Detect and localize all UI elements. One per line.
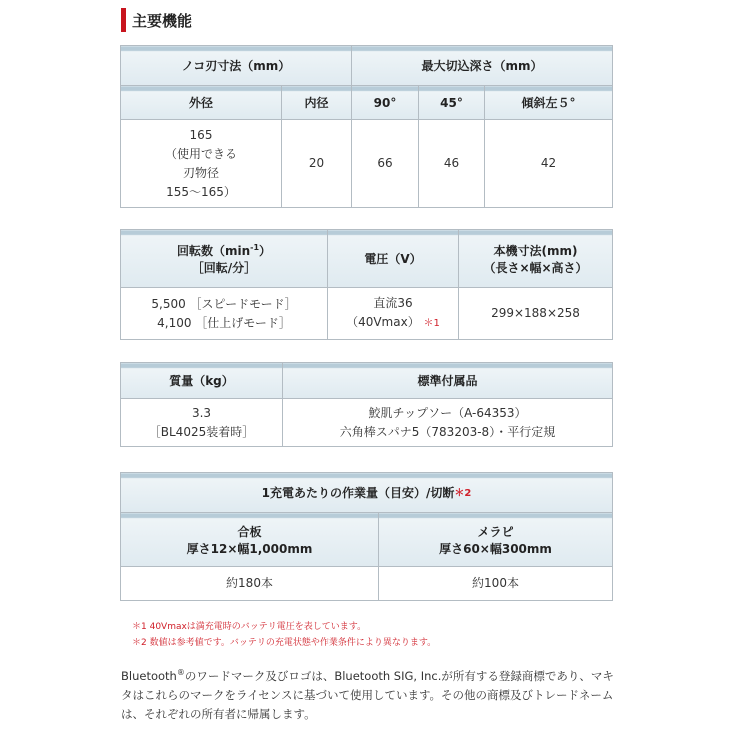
header-weight: 質量（kg） (121, 363, 283, 399)
cell-depth-90: 66 (352, 120, 419, 208)
cell-voltage (328, 288, 459, 340)
blade-depth-table (120, 45, 613, 208)
work-capacity-title: 1充電あたりの作業量（目安）/切断 (261, 486, 455, 500)
header-blade-size: ノコ刃寸法（mm） (121, 46, 352, 86)
work-capacity-table (120, 472, 613, 601)
footnote-1: ＊1 40Vmaxは満充電時のバッテリ電圧を表しています。 (132, 622, 367, 632)
voltage-line1: 直流36 (373, 296, 413, 310)
rpm-header-line2: ［回転/分］ (191, 260, 257, 275)
footnote-2: ＊2 数値は参考値です。バッテリの充電状態や作業条件により異なります。 (132, 638, 437, 648)
weight-condition: ［BL4025装着時］ (148, 424, 255, 439)
outer-line-3: 刃物径 (182, 165, 219, 180)
trademark-text: のワードマーク及びロゴは、Bluetooth SIG, Inc.が所有する登録商標であり、マキタはこれらのマークをライセンスに基づいて使用しています。その他の商標及びトレードネームは、それぞれの所有者に帰属します。 (121, 669, 614, 721)
rpm-voltage-table (120, 229, 613, 340)
title-accent-bar (121, 8, 126, 32)
header-work-capacity (121, 473, 613, 513)
rpm-header-text: 回転数（min (176, 243, 251, 258)
section-title (121, 8, 192, 32)
header-depth-45: 45° (419, 86, 485, 120)
header-meranti (379, 513, 613, 567)
accessory-saw-blade: 鮫肌チップソー（A-64353） (368, 405, 527, 420)
outer-line-1: 165 (189, 127, 213, 142)
meranti-label: メラピ (477, 524, 514, 539)
rpm-finish-mode: 4,100 ［仕上げモード］ (157, 315, 291, 330)
rpm-header-sup: -1 (250, 242, 260, 252)
voltage-note-mark: ＊1 (423, 318, 440, 329)
cell-dimensions: 299×188×258 (459, 288, 613, 340)
cell-meranti-count: 約100本 (379, 567, 613, 601)
footnotes (132, 619, 436, 651)
outer-line-4: 155～165） (166, 184, 236, 199)
outer-line-2: （使用できる (164, 146, 237, 161)
header-voltage: 電圧（V） (328, 230, 459, 288)
cell-outer-diameter (121, 120, 282, 208)
rpm-speed-mode: 5,500 ［スピードモード］ (151, 296, 297, 311)
header-inner-diameter: 内径 (282, 86, 352, 120)
weight-accessories-table (120, 362, 613, 447)
header-outer-diameter: 外径 (121, 86, 282, 120)
page-title: 主要機能 (132, 11, 193, 30)
header-plywood (121, 513, 379, 567)
header-depth-90: 90° (352, 86, 419, 120)
plywood-spec: 厚さ12×幅1,000mm (186, 541, 313, 556)
meranti-spec: 厚さ60×幅300mm (439, 541, 552, 556)
header-dimensions (459, 230, 613, 288)
trademark-registered-mark: ® (176, 668, 185, 678)
cell-plywood-count: 約180本 (121, 567, 379, 601)
work-capacity-note-mark: ＊2 (454, 488, 472, 499)
header-rpm (121, 230, 328, 288)
rpm-header-tail: ） (259, 243, 272, 258)
voltage-line2: （40Vmax） (346, 315, 420, 329)
cell-depth-45: 46 (419, 120, 485, 208)
header-accessories: 標準付属品 (283, 363, 613, 399)
cell-depth-bevel: 42 (485, 120, 613, 208)
accessory-wrench-guide: 六角棒スパナ5（783203-8）・平行定規 (339, 424, 556, 439)
cell-weight (121, 399, 283, 447)
dimensions-header-line2: （長さ×幅×高さ） (483, 260, 588, 275)
header-max-depth: 最大切込深さ（mm） (352, 46, 613, 86)
trademark-notice (121, 667, 616, 724)
weight-value: 3.3 (191, 405, 212, 420)
plywood-label: 合板 (237, 524, 262, 539)
header-depth-bevel: 傾斜左５° (485, 86, 613, 120)
cell-accessories (283, 399, 613, 447)
cell-inner-diameter: 20 (282, 120, 352, 208)
trademark-bluetooth: Bluetooth (121, 669, 177, 683)
dimensions-header-line1: 本機寸法(mm) (493, 243, 578, 258)
cell-rpm (121, 288, 328, 340)
